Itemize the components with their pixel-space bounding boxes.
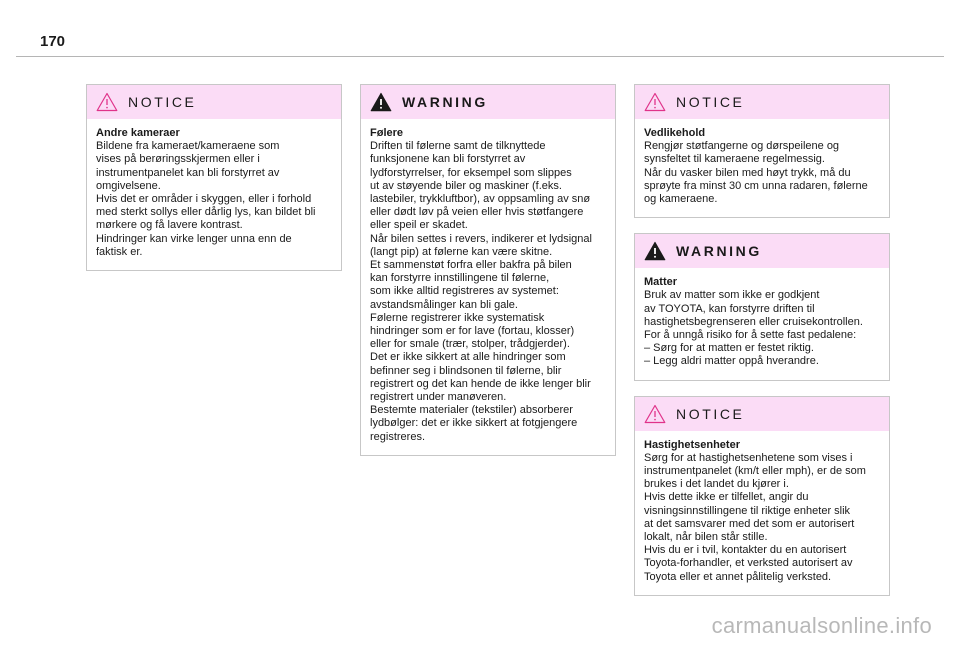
warning-body [361,119,615,455]
notice-title: Vedlikehold [644,127,706,139]
notice-box [86,84,342,271]
page-number: 170 [40,33,66,50]
warning-text: Bruk av matter som ikke er godkjent av TOYOTA, kan forstyrre driften til hastighetsbegrenseren eller cruisekontrollen. For å unngå risiko for å sette fast pedalene: – Sørg for at matten er festet riktig. – Legg aldri matter oppå hverandre. [644,289,863,368]
notice-box [634,84,890,218]
warning-header [361,85,615,119]
warning-title: Matter [644,276,678,289]
warning-label: WARNING [676,243,762,260]
warning-text: Driften til følerne samt de tilknyttede funksjonene kan bli forstyrret av lydforstyrrelser, for eksempel som slippes ut av støyende biler og maskiner (f.eks. lastebiler, trykkluftbor), av oppsamling av snø eller dødt løv på veien eller hvis støtfangere eller speil er skadet. Når bilen settes i revers, indikerer et lydsignal (langt pip) at følerne kan være skitne. Et sammenstøt forfra eller bakfra på bilen kan forstyrre innstillingene til følerne, som ikke alltid registreres av systemet: avstandsmålinger kan bli gale. Følerne registrerer ikke systematisk hindringer som er for lave (fortau, klosser) eller for smale (trær, stolper, trådgjerder). Det er ikke sikkert at alle hindringer som befinner seg i blindsonen til følerne, blir registrert og det kan hende de ikke lenger blir registrert under manøveren. Bestemte materialer (tekstiler) absorberer lydbølger: det er ikke sikkert at fotgjengere registreres. [370,140,592,443]
notice-text: Rengjør støtfangerne og dørspeilene og synsfeltet til kameraene regelmessig. Når du vasker bilen med høyt trykk, må du sprøyte fra minst 30 cm unna radaren, følerne og kameraene. [644,140,868,206]
notice-triangle-icon [96,92,118,112]
notice-header [635,85,889,119]
header-divider [16,56,944,57]
notice-body [87,119,341,270]
warning-title: Følere [370,127,404,139]
column-left [86,84,342,286]
warning-box [360,84,616,456]
notice-body [635,119,889,217]
warning-box [634,233,890,380]
notice-label: NOTICE [128,94,197,110]
notice-label: NOTICE [676,405,745,422]
column-right [634,84,890,611]
notice-body [635,431,889,595]
notice-box [634,396,890,596]
notice-header [87,85,341,119]
notice-text: Bildene fra kameraet/kameraene som vises på berøringsskjermen eller i instrumentpanelet kan bli forstyrret av omgivelsene. Hvis det er områder i skyggen, eller i forhold med sterkt sollys eller dårlig lys, kan bildet bli mørkere og få lavere kontrast. Hindringer kan virke lenger unna enn de faktisk er. [96,140,316,258]
notice-label: NOTICE [676,94,745,110]
warning-label: WARNING [402,94,488,110]
notice-triangle-icon [644,92,666,112]
notice-title: Andre kameraer [96,127,180,139]
notice-header [635,397,889,431]
warning-triangle-icon [644,241,666,261]
watermark: carmanualsonline.info [711,613,932,638]
column-middle [360,84,616,471]
notice-text: Sørg for at hastighetsenhetene som vises i instrumentpanelet (km/t eller mph), er de som brukes i det landet du kjører i. Hvis dette ikke er tilfellet, angir du visningsinnstillingene til riktige enheter slik at det samsvarer med det som er autorisert lokalt, når bilen står stille. Hvis du er i tvil, kontakter du en autorisert Toyota-forhandler, et verksted autorisert av Toyota eller et annet pålitelig verksted. [644,451,866,583]
warning-triangle-icon [370,92,392,112]
warning-body [635,268,889,379]
notice-title: Hastighetsenheter [644,438,740,451]
notice-triangle-icon [644,404,666,424]
warning-header [635,234,889,268]
